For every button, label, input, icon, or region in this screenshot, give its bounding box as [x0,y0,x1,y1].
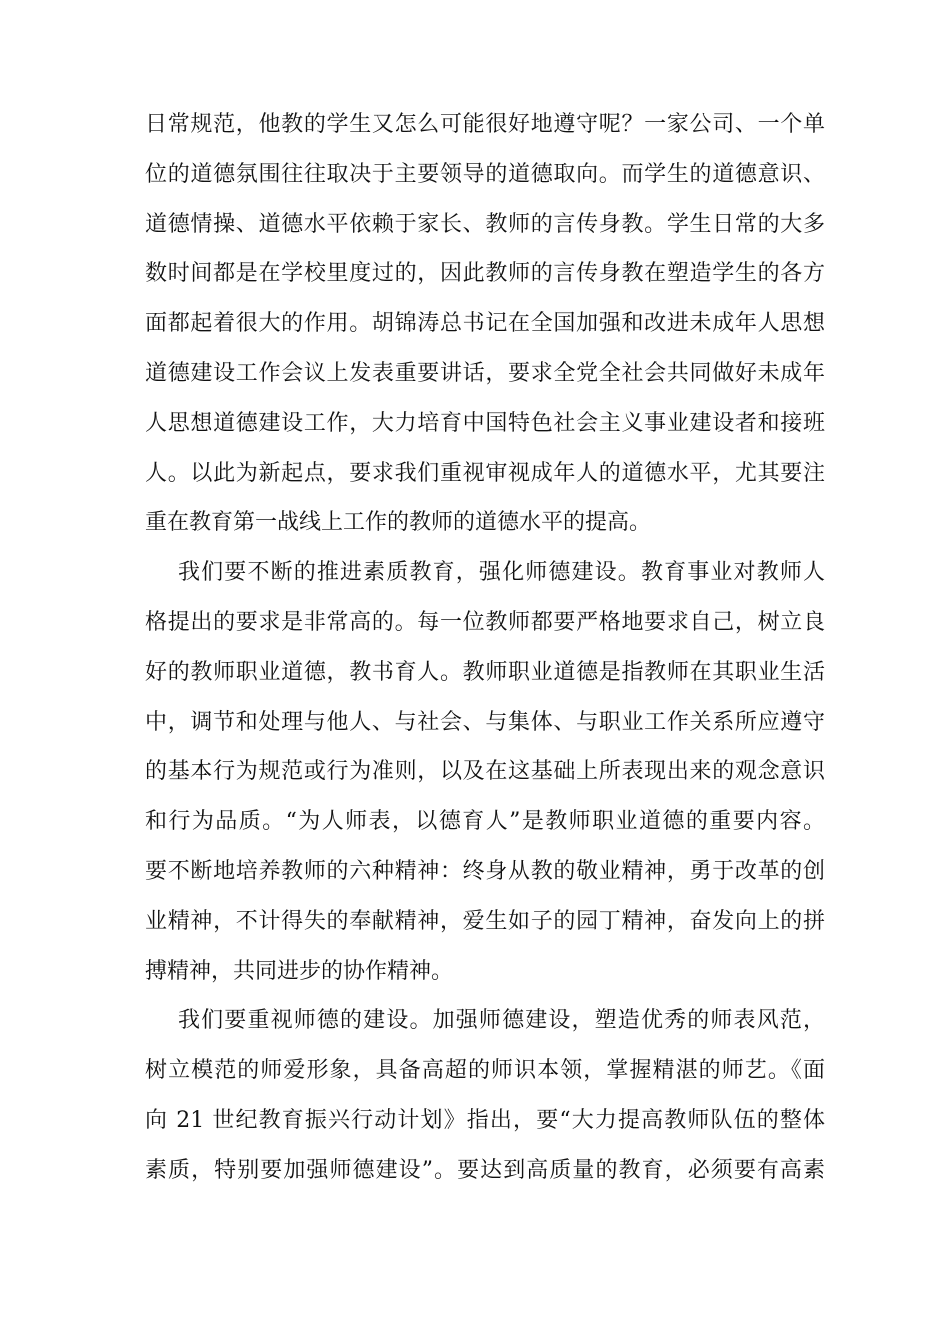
text-line: 道德情操、道德水平依赖于家长、教师的言传身教。学生日常的大多 [145,211,825,237]
text-line: 向 21 世纪教育振兴行动计划》指出，要“大力提高教师队伍的整体 [145,1107,825,1133]
text-line: 中，调节和处理与他人、与社会、与集体、与职业工作关系所应遵守 [145,709,825,735]
text-line: 我们要不断的推进素质教育，强化师德建设。教育事业对教师人 [178,560,825,586]
text-line: 人。以此为新起点，要求我们重视审视成年人的道德水平，尤其要注 [145,460,825,486]
text-line: 业精神，不计得失的奉献精神，爱生如子的园丁精神，奋发向上的拼 [145,908,825,934]
paragraph [145,100,825,548]
text-line: 位的道德氛围往往取决于主要领导的道德取向。而学生的道德意识、 [145,161,825,187]
text-line: 人思想道德建设工作，大力培育中国特色社会主义事业建设者和接班 [145,410,825,436]
text-line: 的基本行为规范或行为准则，以及在这基础上所表现出来的观念意识 [145,759,825,785]
paragraph [145,548,825,996]
text-line: 日常规范，他教的学生又怎么可能很好地遵守呢？一家公司、一个单 [145,112,825,137]
text-line: 道德建设工作会议上发表重要讲话，要求全党全社会共同做好未成年 [145,360,825,386]
text-line: 格提出的要求是非常高的。每一位教师都要严格地要求自己，树立良 [145,609,825,635]
text-line: 要不断地培养教师的六种精神：终身从教的敬业精神，勇于改革的创 [145,858,825,884]
text-line: 面都起着很大的作用。胡锦涛总书记在全国加强和改进未成年人思想 [145,311,825,337]
text-line: 搏精神，共同进步的协作精神。 [145,958,454,984]
text-line: 我们要重视师德的建设。加强师德建设，塑造优秀的师表风范， [178,1008,825,1034]
text-line: 和行为品质。“为人师表，以德育人”是教师职业道德的重要内容。 [145,809,825,835]
paragraph [145,996,825,1195]
text-line: 树立模范的师爱形象，具备高超的师识本领，掌握精湛的师艺。《面 [145,1058,825,1084]
text-line: 重在教育第一战线上工作的教师的道德水平的提高。 [145,510,652,536]
text-line: 好的教师职业道德，教书育人。教师职业道德是指教师在其职业生活 [145,659,825,685]
text-line: 素质，特别要加强师德建设”。要达到高质量的教育，必须要有高素 [145,1157,825,1183]
body-text [145,100,825,1196]
text-line: 数时间都是在学校里度过的，因此教师的言传身教在塑造学生的各方 [145,261,825,287]
